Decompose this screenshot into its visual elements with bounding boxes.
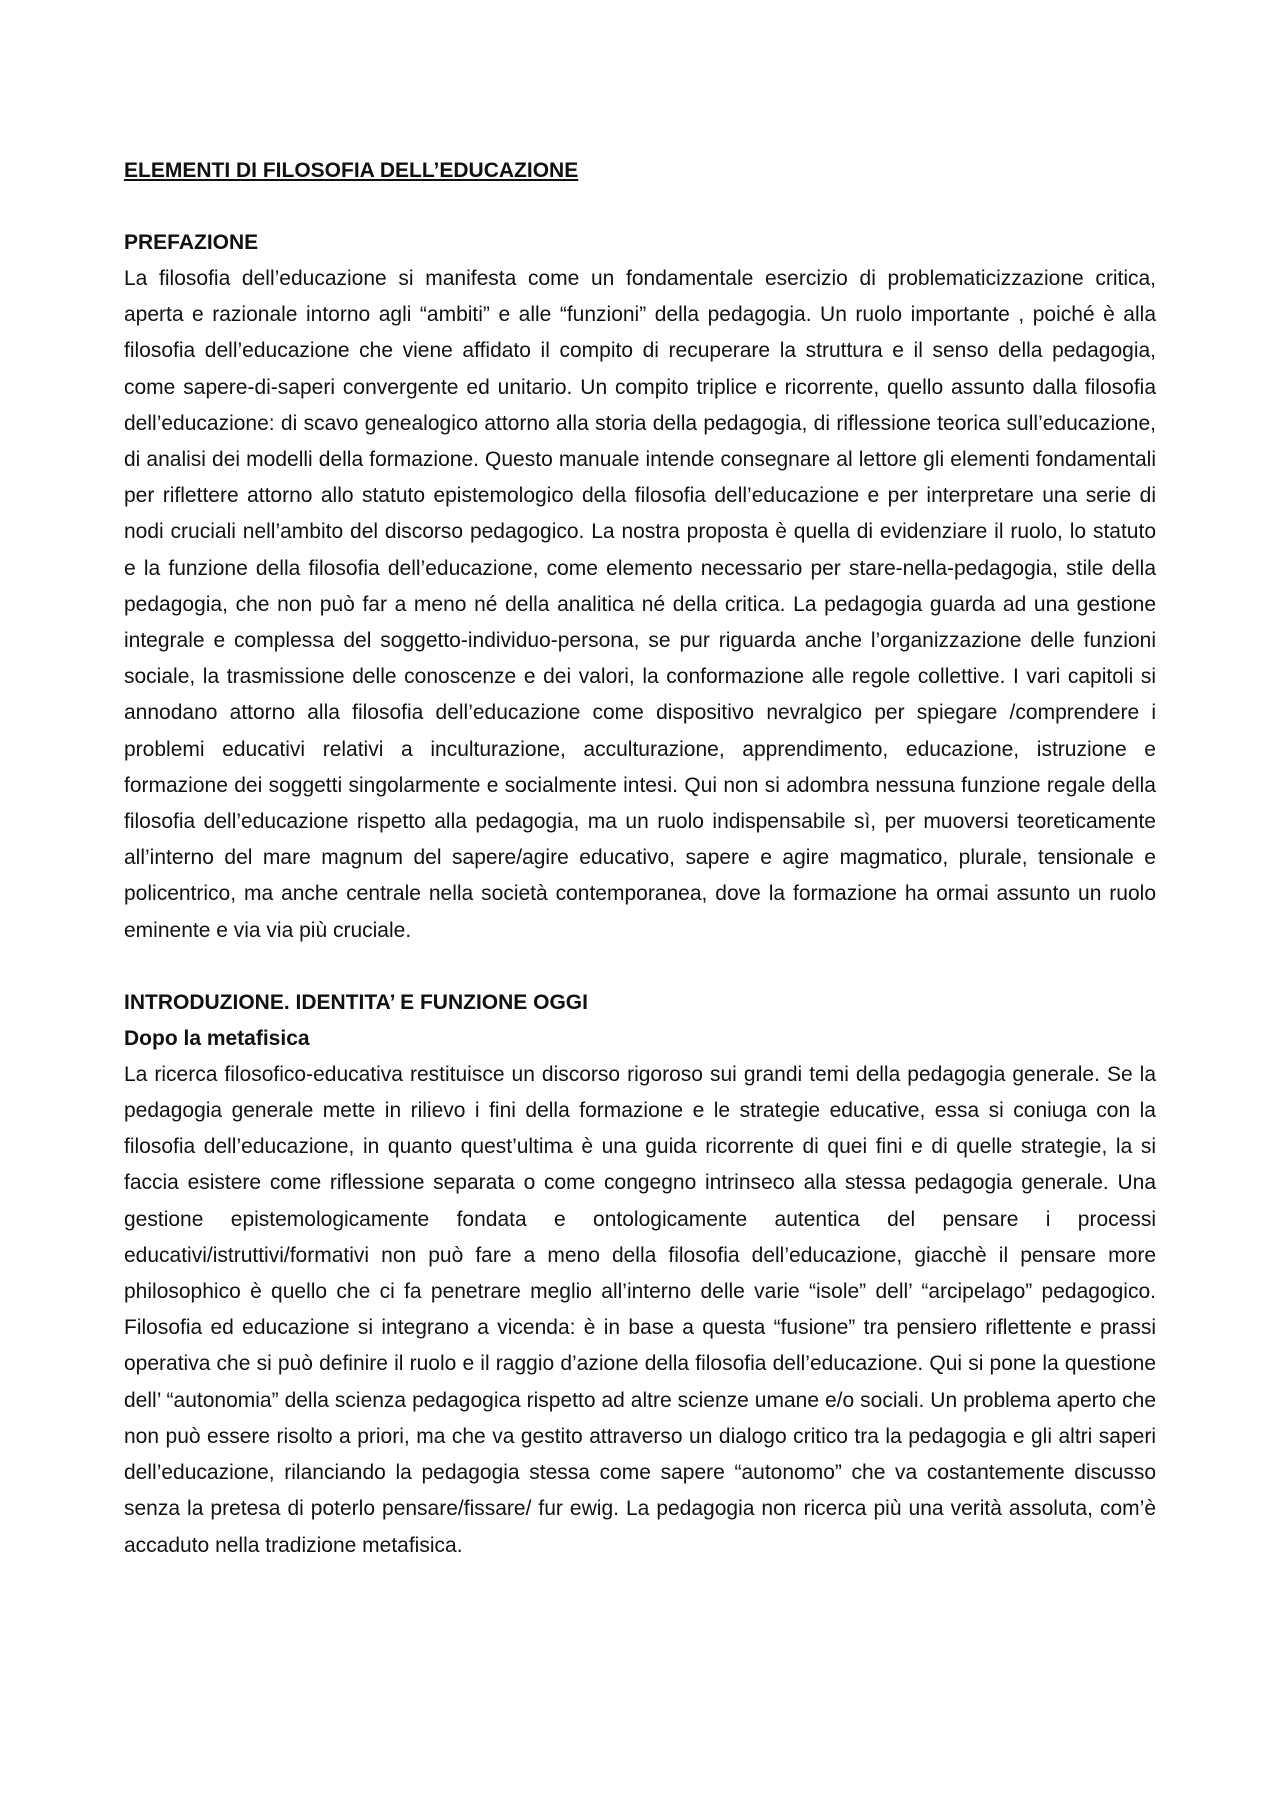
section-paragraph: La ricerca filosofico-educativa restituisce un discorso rigoroso sui grandi temi della pedagogia generale. Se la pedagogia generale mette in rilievo i fini della formazione e le strategie educative, essa si coniuga con la filosofia dell’educazione, in quanto quest’ultima è una guida ricorrente di quei fini e di quelle strategie, la si faccia esistere come riflessione separata o come congegno intrinseco alla stessa pedagogia generale. Una gestione epistemologicamente fondata e ontologicamente autentica del pensare i processi educativi/istruttivi/formativi non può fare a meno della filosofia dell’educazione, giacchè il pensare more philosophico è quello che ci fa penetrare meglio all’interno delle varie “isole” dell’ “arcipelago” pedagogico. Filosofia ed educazione si integrano a vicenda: è in base a questa “fusione” tra pensiero riflettente e prassi operativa che si può definire il ruolo e il raggio d’azione della filosofia dell’educazione. Qui si pone la questione dell’ “autonomia” della scienza pedagogica rispetto ad altre scienze umane e/o sociali. Un problema aperto che non può essere risolto a priori, ma che va gestito attraverso un dialogo critico tra la pedagogia e gli altri saperi dell’educazione, rilanciando la pedagogia stessa come sapere “autonomo” che va costantemente discusso senza la pretesa di poterlo pensare/fissare/ fur ewig. La pedagogia non ricerca più una verità assoluta, com’è accaduto nella tradizione metafisica. (124, 1062, 1156, 1557)
document-title: ELEMENTI DI FILOSOFIA DELL’EDUCAZIONE (124, 159, 579, 182)
section-heading: INTRODUZIONE. IDENTITA’ E FUNZIONE OGGI (124, 990, 588, 1014)
section-prefazione (124, 225, 1156, 949)
section-heading: PREFAZIONE (124, 231, 259, 254)
section-introduzione (124, 985, 1156, 1564)
section-subheading: Dopo la metafisica (124, 1026, 310, 1050)
spacer (124, 949, 1156, 985)
section-paragraph: La filosofia dell’educazione si manifesta come un fondamentale esercizio di problematicizzazione critica, aperta e razionale intorno agli “ambiti” e alle “funzioni” della pedagogia. Un ruolo importante , poiché è alla filosofia dell’educazione che viene affidato il compito di recuperare la struttura e il senso della pedagogia, come sapere-di-saperi convergente ed unitario. Un compito triplice e ricorrente, quello assunto dalla filosofia dell’educazione: di scavo genealogico attorno alla storia della pedagogia, di riflessione teorica sull’educazione, di analisi dei modelli della formazione. Questo manuale intende consegnare al lettore gli elementi fondamentali per riflettere attorno allo statuto epistemologico della filosofia dell’educazione e per interpretare una serie di nodi cruciali nell’ambito del discorso pedagogico. La nostra proposta è quella di evidenziare il ruolo, lo statuto e la funzione della filosofia dell’educazione, come elemento necessario per stare-nella-pedagogia, stile della pedagogia, che non può far a meno né della analitica né della critica. La pedagogia guarda ad una gestione integrale e complessa del soggetto-individuo-persona, se pur riguarda anche l’organizzazione delle funzioni sociale, la trasmissione delle conoscenze e dei valori, la conformazione alle regole collettive. I vari capitoli si annodano attorno alla filosofia dell’educazione come dispositivo nevralgico per spiegare /comprendere i problemi educativi relativi a inculturazione, acculturazione, apprendimento, educazione, istruzione e formazione dei soggetti singolarmente e socialmente intesi. Qui non si adombra nessuna funzione regale della filosofia dell’educazione rispetto alla pedagogia, ma un ruolo indispensabile sì, per muoversi teoreticamente all’interno del mare magnum del sapere/agire educativo, sapere e agire magmatico, plurale, tensionale e policentrico, ma anche centrale nella società contemporanea, dove la formazione ha ormai assunto un ruolo eminente e via via più cruciale. (124, 267, 1156, 942)
spacer (124, 189, 1156, 225)
